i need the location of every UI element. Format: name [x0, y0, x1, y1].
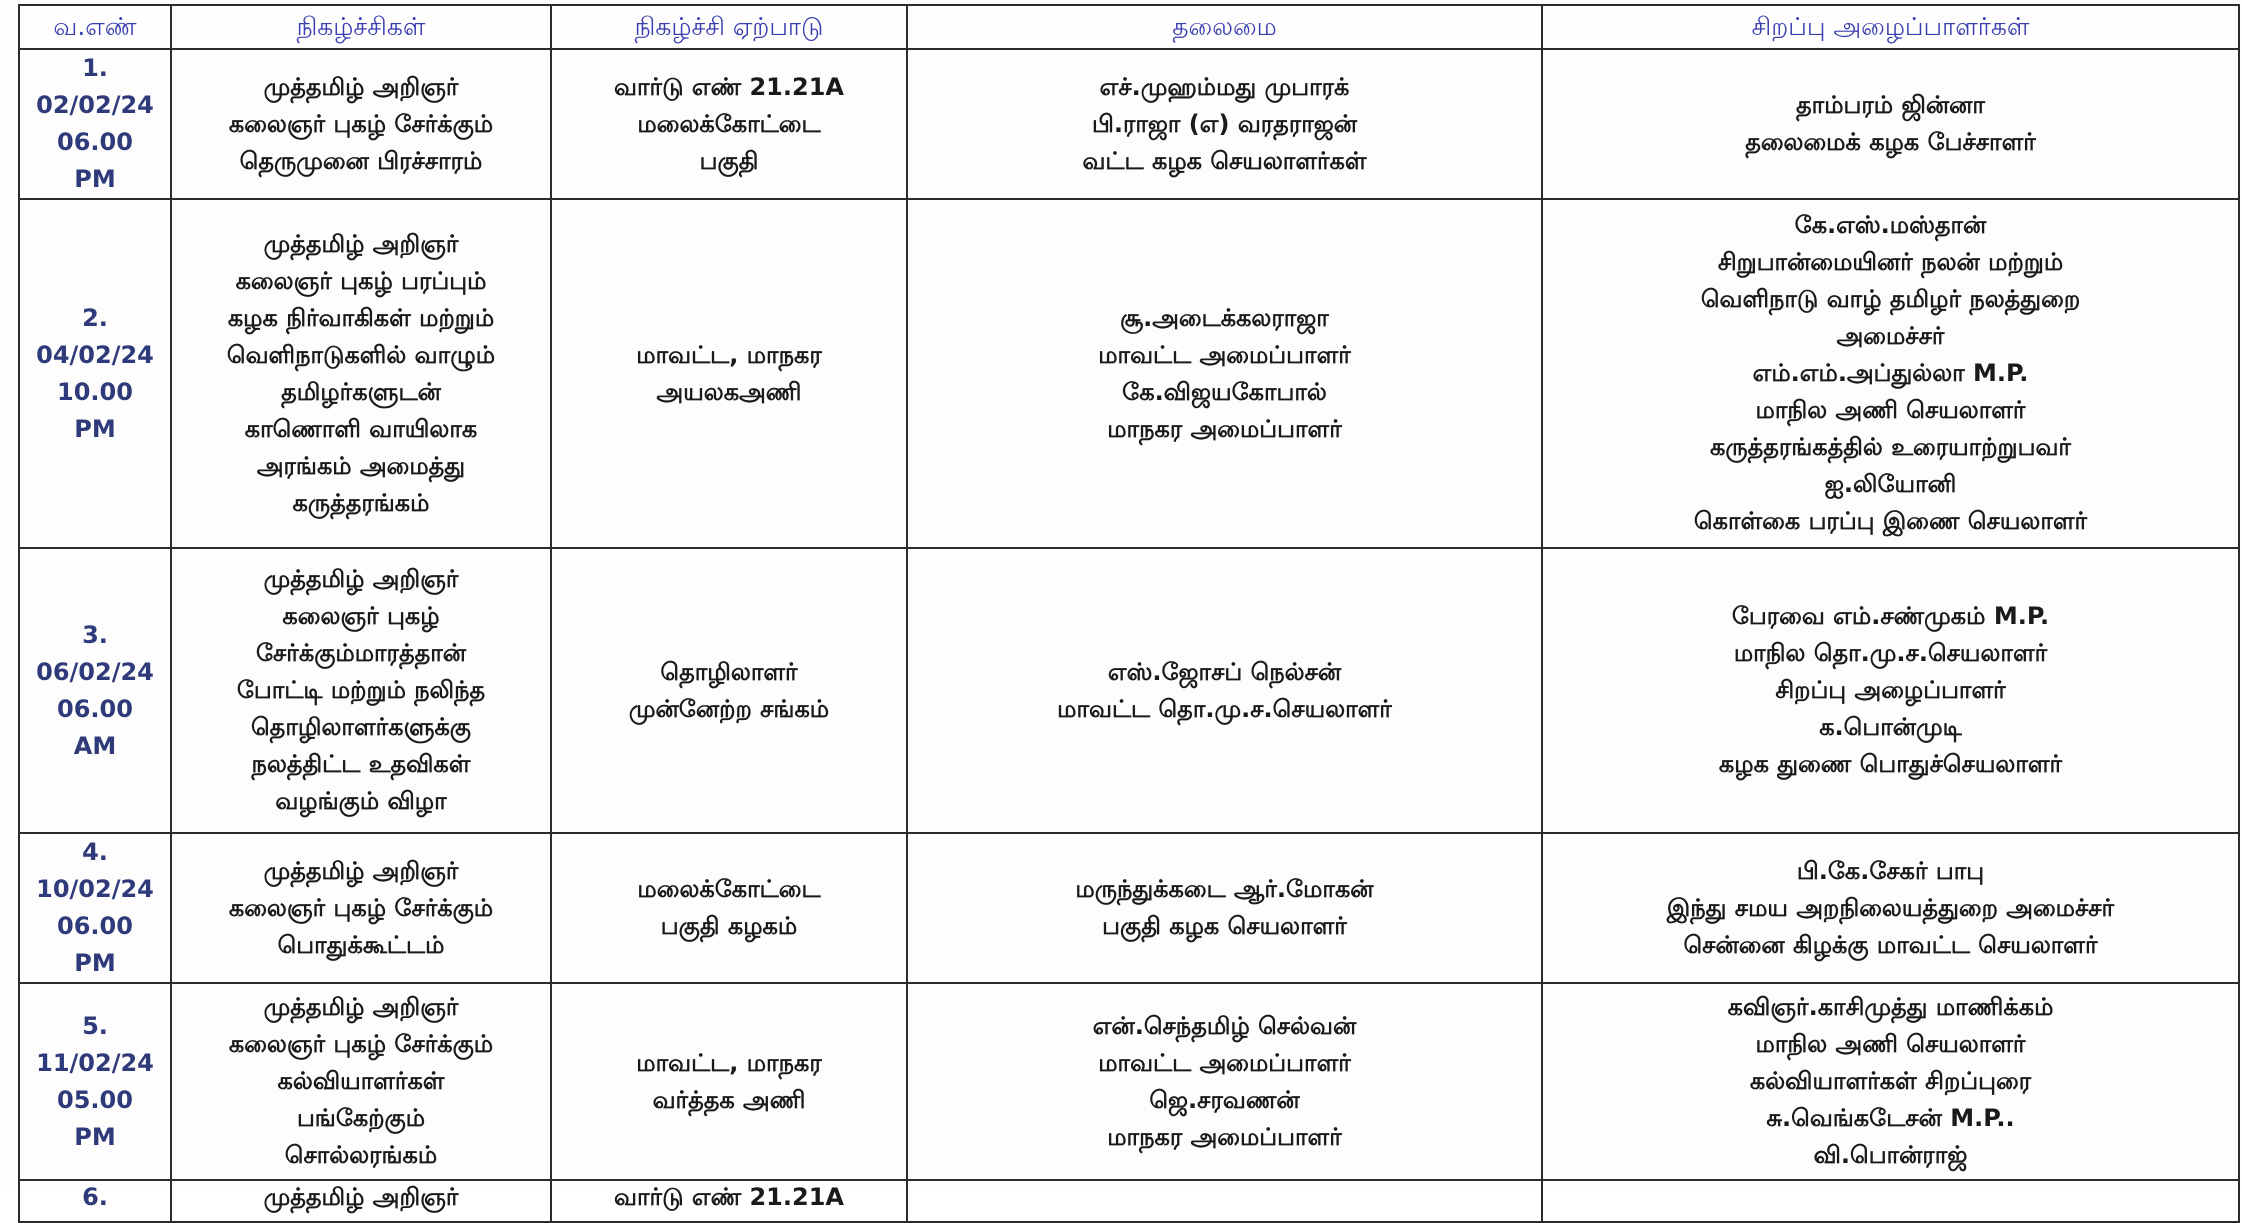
serial-number: 2. [82, 303, 108, 332]
event-line: தமிழர்களுடன் [281, 377, 441, 406]
guest-line: சிறுபான்மையினர் நலன் மற்றும் [1717, 248, 2064, 276]
chair-cell [907, 833, 1542, 983]
header-organizer: நிகழ்ச்சி ஏற்பாடு [551, 5, 907, 49]
serial-date-cell [19, 199, 171, 548]
event-cell [171, 983, 551, 1180]
chair-cell [907, 1180, 1542, 1222]
guest-line: ஐ.லியோனி [1824, 470, 1957, 498]
event-meridiem: PM [74, 414, 116, 443]
event-date: 02/02/24 [36, 91, 154, 119]
event-line: சொல்லரங்கம் [284, 1141, 438, 1169]
event-line: போட்டி மற்றும் நலிந்த [236, 676, 486, 704]
serial-number: 3. [82, 620, 108, 649]
chair-line: மாவட்ட தொ.மு.ச.செயலாளர் [1057, 694, 1392, 723]
event-line: பொதுக்கூட்டம் [277, 930, 445, 959]
organizer-cell [551, 49, 907, 199]
event-line: முத்தமிழ் அறிஞர் [263, 72, 459, 101]
event-date: 11/02/24 [36, 1048, 154, 1077]
guest-line: க.பொன்முடி [1819, 713, 1962, 741]
chair-line: மாநகர அமைப்பாளர் [1107, 1122, 1342, 1151]
guest-line: கல்வியாளர்கள் சிறப்புரை [1749, 1067, 2032, 1095]
event-cell [171, 833, 551, 983]
serial-number: 6. [82, 1183, 108, 1211]
chair-line: எஸ்.ஜோசப் நெல்சன் [1107, 657, 1342, 686]
event-line: வழங்கும் விழா [275, 787, 447, 815]
event-time: 10.00 [57, 377, 133, 406]
chair-line: மாவட்ட அமைப்பாளர் [1098, 340, 1351, 369]
event-meridiem: AM [73, 731, 117, 760]
guest-line: எம்.எம்.அப்துல்லா M.P. [1752, 359, 2029, 387]
event-time: 06.00 [57, 912, 133, 940]
table-row [19, 833, 2239, 983]
event-line: முத்தமிழ் அறிஞர் [263, 565, 459, 593]
chair-line: எச்.முஹம்மது முபாரக் [1099, 72, 1350, 101]
chair-cell [907, 199, 1542, 548]
serial-number: 1. [82, 54, 108, 82]
chair-cell [907, 983, 1542, 1180]
guest-line: கே.எஸ்.மஸ்தான் [1794, 211, 1987, 239]
chair-line: மாநகர அமைப்பாளர் [1107, 414, 1342, 443]
chair-line: என்.செந்தமிழ் செல்வன் [1092, 1011, 1357, 1040]
chair-line: பகுதி கழக செயலாளர் [1102, 912, 1347, 940]
event-date: 06/02/24 [36, 657, 154, 686]
guest-line: மாநில அணி செயலாளர் [1755, 396, 2026, 424]
guest-line: கழக துணை பொதுச்செயலாளர் [1718, 750, 2063, 778]
organizer-line: வார்டு எண் 21.21A [614, 1183, 844, 1211]
event-meridiem: PM [74, 949, 116, 977]
table-row [19, 49, 2239, 199]
event-line: கலைஞர் புகழ் சேர்க்கும் [228, 893, 494, 922]
guest-line: சென்னை கிழக்கு மாவட்ட செயலாளர் [1683, 930, 2098, 959]
event-line: முத்தமிழ் அறிஞர் [263, 1183, 459, 1211]
table-row [19, 548, 2239, 833]
chair-line: கே.விஜயகோபால் [1122, 377, 1327, 406]
guests-cell [1542, 49, 2239, 199]
event-cell [171, 49, 551, 199]
header-events: நிகழ்ச்சிகள் [171, 5, 551, 49]
event-line: முத்தமிழ் அறிஞர் [263, 229, 459, 258]
organizer-line: வார்டு எண் 21.21A [614, 72, 844, 101]
header-chair: தலைமை [907, 5, 1542, 49]
guest-line: கருத்தரங்கத்தில் உரையாற்றுபவர் [1710, 433, 2071, 461]
chair-line: மருந்துக்கடை ஆர்.மோகன் [1075, 875, 1374, 903]
guest-line: வி.பொன்ராஜ் [1813, 1141, 1968, 1169]
table-header-row [19, 5, 2239, 49]
guest-line: சிறப்பு அழைப்பாளர் [1775, 676, 2006, 704]
organizer-cell [551, 1180, 907, 1222]
event-line: காணொளி வாயிலாக [244, 414, 478, 443]
event-date: 04/02/24 [36, 340, 154, 369]
guest-line: கவிஞர்.காசிமுத்து மாணிக்கம் [1727, 993, 2054, 1021]
organizer-line: மலைக்கோட்டை [637, 109, 821, 138]
organizer-cell [551, 548, 907, 833]
organizer-cell [551, 983, 907, 1180]
guests-cell [1542, 1180, 2239, 1222]
event-cell [171, 548, 551, 833]
serial-date-cell [19, 1180, 171, 1222]
event-line: கழக நிர்வாகிகள் மற்றும் [227, 303, 495, 332]
serial-date-cell [19, 983, 171, 1180]
event-line: கலைஞர் புகழ் சேர்க்கும் [228, 109, 494, 138]
event-line: கலைஞர் புகழ் [282, 602, 440, 630]
event-cell [171, 199, 551, 548]
partial-text-clip [26, 1183, 164, 1211]
event-line: கலைஞர் புகழ் பரப்பும் [235, 266, 487, 295]
organizer-line: பகுதி கழகம் [660, 912, 798, 940]
guest-line: மாநில அணி செயலாளர் [1755, 1030, 2026, 1058]
event-meridiem: PM [74, 165, 116, 193]
chair-cell [907, 548, 1542, 833]
event-cell [171, 1180, 551, 1222]
event-line: கல்வியாளர்கள் [277, 1067, 445, 1095]
program-schedule-table [18, 4, 2240, 1223]
guest-line: கொள்கை பரப்பு இணை செயலாளர் [1693, 507, 2088, 535]
guest-line: சு.வெங்கடேசன் M.P.. [1766, 1104, 2015, 1132]
organizer-line: மாவட்ட, மாநகர [636, 340, 822, 369]
serial-number: 4. [82, 838, 108, 866]
chair-line: பி.ராஜா (எ) வரதராஜன் [1091, 109, 1358, 138]
chair-cell [907, 49, 1542, 199]
event-line: கலைஞர் புகழ் சேர்க்கும் [228, 1030, 494, 1058]
organizer-line: பகுதி [699, 146, 759, 175]
header-special-guests: சிறப்பு அழைப்பாளர்கள் [1542, 5, 2239, 49]
partial-text-clip [558, 1183, 900, 1211]
event-line: முத்தமிழ் அறிஞர் [263, 856, 459, 885]
organizer-line: முன்னேற்ற சங்கம் [628, 694, 830, 723]
event-line: கருத்தரங்கம் [292, 488, 430, 517]
chair-line: ஜெ.சரவணன் [1149, 1085, 1300, 1114]
event-line: சேர்க்கும்மாரத்தான் [255, 639, 467, 667]
organizer-line: மாவட்ட, மாநகர [636, 1048, 822, 1077]
event-line: நலத்திட்ட உதவிகள் [251, 750, 471, 778]
organizer-line: அயலகஅணி [656, 377, 802, 406]
event-time: 05.00 [57, 1085, 133, 1114]
guest-line: அமைச்சர் [1836, 322, 1945, 350]
table-row [19, 983, 2239, 1180]
table-row-partial [19, 1180, 2239, 1222]
organizer-cell [551, 199, 907, 548]
serial-date-cell [19, 833, 171, 983]
event-line: முத்தமிழ் அறிஞர் [263, 993, 459, 1021]
event-line: அரங்கம் அமைத்து [256, 451, 466, 480]
event-time: 06.00 [57, 128, 133, 156]
event-line: பங்கேற்கும் [296, 1104, 426, 1132]
guest-line: தாம்பரம் ஜின்னா [1796, 91, 1985, 119]
partial-text-clip [178, 1183, 544, 1211]
guest-line: இந்து சமய அறநிலையத்துறை அமைச்சர் [1666, 893, 2115, 922]
event-line: தொழிலாளர்களுக்கு [251, 713, 471, 741]
serial-number: 5. [82, 1011, 108, 1040]
guests-cell [1542, 548, 2239, 833]
guest-line: வெளிநாடு வாழ் தமிழர் நலத்துறை [1700, 285, 2081, 313]
guest-line: பேரவை எம்.சண்முகம் M.P. [1731, 602, 2050, 630]
table-row [19, 199, 2239, 548]
guests-cell [1542, 199, 2239, 548]
organizer-line: தொழிலாளர் [660, 657, 798, 686]
guest-line: மாநில தொ.மு.ச.செயலாளர் [1733, 639, 2048, 667]
chair-line: சூ.அடைக்கலராஜா [1120, 303, 1329, 332]
event-line: தெருமுனை பிரச்சாரம் [239, 146, 483, 175]
event-line: வெளிநாடுகளில் வாழும் [226, 340, 496, 369]
chair-line: வட்ட கழக செயலாளர்கள் [1082, 146, 1367, 175]
guests-cell [1542, 983, 2239, 1180]
serial-date-cell [19, 49, 171, 199]
chair-line: மாவட்ட அமைப்பாளர் [1098, 1048, 1351, 1077]
guest-line: தலைமைக் கழக பேச்சாளர் [1745, 128, 2036, 156]
header-serial-number: வ.எண் [19, 5, 171, 49]
serial-date-cell [19, 548, 171, 833]
event-time: 06.00 [57, 694, 133, 723]
event-meridiem: PM [74, 1122, 116, 1151]
guest-line: பி.கே.சேகர் பாபு [1796, 856, 1985, 885]
organizer-line: மலைக்கோட்டை [637, 875, 821, 903]
organizer-cell [551, 833, 907, 983]
event-date: 10/02/24 [36, 875, 154, 903]
organizer-line: வர்த்தக அணி [652, 1085, 806, 1114]
guests-cell [1542, 833, 2239, 983]
